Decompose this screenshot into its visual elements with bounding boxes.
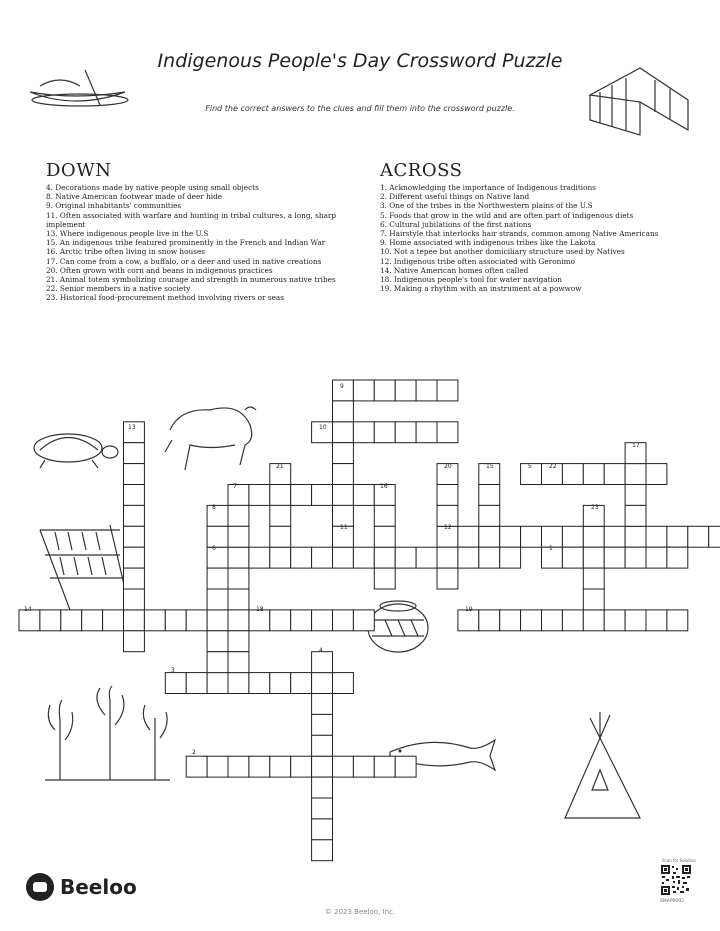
grid-cell[interactable] bbox=[207, 610, 228, 631]
grid-cell[interactable] bbox=[207, 547, 228, 568]
grid-cell[interactable] bbox=[249, 547, 270, 568]
grid-cell[interactable] bbox=[291, 485, 312, 506]
grid-cell[interactable] bbox=[228, 610, 249, 631]
grid-cell[interactable] bbox=[667, 610, 688, 631]
grid-cell[interactable] bbox=[437, 568, 458, 589]
grid-cell[interactable] bbox=[562, 464, 583, 485]
grid-cell[interactable] bbox=[625, 526, 646, 547]
grid-number-14: 14 bbox=[24, 606, 32, 613]
grid-number-10: 10 bbox=[319, 424, 327, 431]
grid-cell[interactable] bbox=[312, 819, 333, 840]
grid-number-11: 11 bbox=[340, 524, 348, 531]
grid-cell[interactable] bbox=[333, 422, 354, 443]
grid-cell[interactable] bbox=[353, 485, 374, 506]
grid-cell[interactable] bbox=[333, 673, 354, 694]
copyright: © 2023 Beeloo, Inc. bbox=[324, 908, 396, 916]
grid-cell[interactable] bbox=[291, 673, 312, 694]
corn-icon bbox=[45, 686, 170, 780]
drying-rack-icon bbox=[40, 525, 130, 610]
grid-cell[interactable] bbox=[333, 443, 354, 464]
grid-cell[interactable] bbox=[312, 547, 333, 568]
grid-cell[interactable] bbox=[583, 547, 604, 568]
across-heading: ACROSS bbox=[380, 160, 463, 181]
grid-cell[interactable] bbox=[228, 505, 249, 526]
grid-cell[interactable] bbox=[270, 485, 291, 506]
grid-number-7: 7 bbox=[233, 483, 237, 490]
grid-cell[interactable] bbox=[333, 485, 354, 506]
grid-cell[interactable] bbox=[479, 485, 500, 506]
grid-cell[interactable] bbox=[479, 547, 500, 568]
grid-cell[interactable] bbox=[165, 610, 186, 631]
grid-number-23: 23 bbox=[591, 504, 599, 511]
down-clue: 23. Historical food-procurement method involving rivers or seas bbox=[46, 293, 285, 303]
grid-cell[interactable] bbox=[395, 547, 416, 568]
buffalo-icon bbox=[165, 407, 256, 470]
grid-cell[interactable] bbox=[562, 547, 583, 568]
grid-cell[interactable] bbox=[207, 631, 228, 652]
across-clue: 9. Home associated with indigenous tribes like the Lakota bbox=[380, 238, 596, 248]
grid-cell[interactable] bbox=[333, 610, 354, 631]
grid-number-5: 5 bbox=[528, 463, 532, 470]
instructions: Find the correct answers to the clues and fill them into the crossword puzzle. bbox=[205, 104, 515, 113]
grid-cell[interactable] bbox=[500, 610, 521, 631]
grid-cell[interactable] bbox=[562, 526, 583, 547]
grid-cell[interactable] bbox=[521, 610, 542, 631]
across-clue: 19. Making a rhythm with an instrument at a powwow bbox=[380, 284, 582, 294]
grid-cell[interactable] bbox=[646, 610, 667, 631]
grid-cell[interactable] bbox=[479, 526, 500, 547]
grid-cell[interactable] bbox=[270, 610, 291, 631]
grid-number-21: 21 bbox=[276, 463, 284, 470]
grid-cell[interactable] bbox=[437, 485, 458, 506]
grid-cell[interactable] bbox=[312, 610, 333, 631]
grid-cell[interactable] bbox=[312, 840, 333, 861]
grid-cell[interactable] bbox=[291, 610, 312, 631]
grid-cell[interactable] bbox=[646, 547, 667, 568]
grid-cell[interactable] bbox=[249, 673, 270, 694]
across-clue: 10. Not a tepee but another domiciliary structure used by Natives bbox=[380, 247, 625, 257]
brand-name: Beeloo bbox=[60, 875, 137, 899]
grid-number-22: 22 bbox=[549, 463, 557, 470]
grid-cell[interactable] bbox=[124, 547, 145, 568]
grid-cell[interactable] bbox=[333, 401, 354, 422]
grid-cell[interactable] bbox=[416, 380, 437, 401]
grid-cell[interactable] bbox=[604, 526, 625, 547]
grid-cell[interactable] bbox=[395, 380, 416, 401]
grid-cell[interactable] bbox=[228, 673, 249, 694]
down-clue: 8. Native American footwear made of deer hide bbox=[46, 192, 223, 202]
down-clue: 13. Where indigenous people live in the U.S bbox=[46, 229, 209, 239]
grid-number-16: 16 bbox=[380, 483, 388, 490]
grid-cell[interactable] bbox=[249, 610, 270, 631]
grid-cells bbox=[19, 380, 720, 861]
across-clue: 14. Native American homes often called bbox=[380, 265, 529, 275]
grid-cell[interactable] bbox=[333, 464, 354, 485]
grid-cell[interactable] bbox=[458, 526, 479, 547]
grid-cell[interactable] bbox=[500, 526, 521, 547]
grid-cell[interactable] bbox=[228, 547, 249, 568]
grid-cell[interactable] bbox=[374, 568, 395, 589]
across-clue: 5. Foods that grow in the wild and are often part of indigenous diets bbox=[380, 210, 634, 220]
grid-cell[interactable] bbox=[688, 526, 709, 547]
canoe-icon bbox=[30, 70, 128, 106]
grid-cell[interactable] bbox=[333, 756, 354, 777]
grid-cell[interactable] bbox=[270, 756, 291, 777]
across-clue: 12. Indigenous tribe often associated with Geronimo bbox=[380, 256, 575, 266]
grid-number-8: 8 bbox=[212, 504, 216, 511]
grid-cell[interactable] bbox=[124, 526, 145, 547]
grid-cell[interactable] bbox=[395, 756, 416, 777]
grid-cell[interactable] bbox=[312, 756, 333, 777]
across-clue: 6. Cultural jubilations of the first nations bbox=[380, 219, 532, 229]
grid-cell[interactable] bbox=[249, 485, 270, 506]
worksheet-code: SMAP0092 bbox=[660, 899, 684, 904]
across-clue: 2. Different useful things on Native land bbox=[380, 192, 530, 202]
grid-number-18: 18 bbox=[256, 606, 264, 613]
grid-cell[interactable] bbox=[625, 547, 646, 568]
grid-cell[interactable] bbox=[207, 568, 228, 589]
grid-cell[interactable] bbox=[604, 547, 625, 568]
grid-cell[interactable] bbox=[646, 526, 667, 547]
grid-cell[interactable] bbox=[144, 610, 165, 631]
grid-cell[interactable] bbox=[583, 464, 604, 485]
grid-cell[interactable] bbox=[479, 610, 500, 631]
down-clue: 21. Animal totem symbolizing courage and strength in numerous native tribes bbox=[46, 275, 336, 285]
grid-cell[interactable] bbox=[312, 694, 333, 715]
grid-cell[interactable] bbox=[416, 422, 437, 443]
grid-cell[interactable] bbox=[374, 380, 395, 401]
grid-cell[interactable] bbox=[124, 610, 145, 631]
grid-cell[interactable] bbox=[228, 756, 249, 777]
grid-cell[interactable] bbox=[625, 464, 646, 485]
grid-cell[interactable] bbox=[249, 756, 270, 777]
grid-cell[interactable] bbox=[521, 526, 542, 547]
grid-number-12: 12 bbox=[444, 524, 452, 531]
grid-cell[interactable] bbox=[374, 422, 395, 443]
grid-cell[interactable] bbox=[228, 652, 249, 673]
grid-cell[interactable] bbox=[124, 443, 145, 464]
grid-cell[interactable] bbox=[353, 756, 374, 777]
grid-number-15: 15 bbox=[486, 463, 494, 470]
grid-cell[interactable] bbox=[270, 505, 291, 526]
turtle-icon bbox=[34, 434, 118, 468]
down-clue: 11. Often associated with warfare and hunting in tribal cultures, a long, sharp implement bbox=[46, 210, 337, 229]
grid-number-3: 3 bbox=[171, 667, 175, 674]
grid-cell[interactable] bbox=[207, 652, 228, 673]
grid-number-4: 4 bbox=[319, 647, 323, 654]
grid-cell[interactable] bbox=[207, 756, 228, 777]
down-clue: 9. Original inhabitants' communities bbox=[46, 201, 182, 211]
grid-cell[interactable] bbox=[583, 526, 604, 547]
grid-cell[interactable] bbox=[374, 547, 395, 568]
grid-cell[interactable] bbox=[312, 777, 333, 798]
grid-cell[interactable] bbox=[82, 610, 103, 631]
grid-number-9: 9 bbox=[340, 383, 344, 390]
grid-cell[interactable] bbox=[312, 673, 333, 694]
grid-cell[interactable] bbox=[270, 526, 291, 547]
tepee-icon bbox=[565, 712, 640, 818]
down-clue: 16. Arctic tribe often living in snow houses bbox=[46, 247, 206, 257]
pottery-icon bbox=[368, 601, 428, 652]
grid-cell[interactable] bbox=[228, 631, 249, 652]
grid-cell[interactable] bbox=[604, 610, 625, 631]
grid-number-17: 17 bbox=[632, 442, 640, 449]
grid-cell[interactable] bbox=[437, 547, 458, 568]
across-clue: 3. One of the tribes in the Northwestern plains of the U.S bbox=[380, 201, 593, 211]
grid-cell[interactable] bbox=[19, 610, 40, 631]
grid-cell[interactable] bbox=[625, 505, 646, 526]
grid-cell[interactable] bbox=[709, 526, 720, 547]
grid-cell[interactable] bbox=[312, 714, 333, 735]
across-clue: 18. Indigenous people's tool for water navigation bbox=[380, 275, 562, 285]
grid-cell[interactable] bbox=[312, 798, 333, 819]
down-clue: 4. Decorations made by native people using small objects bbox=[46, 183, 259, 192]
grid-cell[interactable] bbox=[312, 652, 333, 673]
grid-cell[interactable] bbox=[270, 673, 291, 694]
grid-cell[interactable] bbox=[291, 547, 312, 568]
grid-cell[interactable] bbox=[416, 547, 437, 568]
grid-cell[interactable] bbox=[500, 547, 521, 568]
grid-cell[interactable] bbox=[124, 589, 145, 610]
grid-cell[interactable] bbox=[124, 505, 145, 526]
grid-number-13: 13 bbox=[128, 424, 136, 431]
bee-icon bbox=[26, 873, 54, 901]
grid-cell[interactable] bbox=[207, 589, 228, 610]
grid-cell[interactable] bbox=[103, 610, 124, 631]
grid-cell[interactable] bbox=[625, 610, 646, 631]
down-clue: 22. Senior members in a native society bbox=[46, 284, 191, 294]
down-clue: 20. Often grown with corn and beans in indigenous practices bbox=[46, 265, 273, 275]
grid-cell[interactable] bbox=[625, 485, 646, 506]
grid-cell[interactable] bbox=[228, 526, 249, 547]
grid-cell[interactable] bbox=[291, 756, 312, 777]
grid-cell[interactable] bbox=[353, 380, 374, 401]
grid-cell[interactable] bbox=[228, 589, 249, 610]
grid-cell[interactable] bbox=[186, 610, 207, 631]
grid-cell[interactable] bbox=[207, 505, 228, 526]
across-clue: 7. Hairstyle that interlocks hair strands, common among Native Americans bbox=[380, 229, 659, 239]
grid-cell[interactable] bbox=[312, 485, 333, 506]
grid-cell[interactable] bbox=[353, 610, 374, 631]
grid-number-1: 1 bbox=[549, 545, 553, 552]
grid-cell[interactable] bbox=[583, 610, 604, 631]
grid-cell[interactable] bbox=[667, 547, 688, 568]
grid-cell[interactable] bbox=[479, 505, 500, 526]
grid-cell[interactable] bbox=[228, 485, 249, 506]
grid-number-20: 20 bbox=[444, 463, 452, 470]
grid-number-19: 19 bbox=[465, 606, 473, 613]
grid-cell[interactable] bbox=[646, 464, 667, 485]
grid-cell[interactable] bbox=[562, 610, 583, 631]
grid-cell[interactable] bbox=[228, 568, 249, 589]
grid-cell[interactable] bbox=[667, 526, 688, 547]
grid-cell[interactable] bbox=[207, 673, 228, 694]
grid-number-2: 2 bbox=[192, 749, 196, 756]
grid-cell[interactable] bbox=[437, 422, 458, 443]
grid-cell[interactable] bbox=[124, 568, 145, 589]
down-clue: 17. Can come from a cow, a buffalo, or a deer and used in native creations bbox=[46, 256, 322, 266]
grid-cell[interactable] bbox=[186, 673, 207, 694]
grid-cell[interactable] bbox=[353, 422, 374, 443]
grid-cell[interactable] bbox=[124, 464, 145, 485]
grid-cell[interactable] bbox=[61, 610, 82, 631]
beeloo-logo bbox=[26, 873, 137, 901]
grid-cell[interactable] bbox=[270, 547, 291, 568]
down-clue: 15. An indigenous tribe featured prominently in the French and Indian War bbox=[46, 238, 326, 248]
grid-cell[interactable] bbox=[458, 547, 479, 568]
down-heading: DOWN bbox=[46, 160, 112, 181]
qr-label: Scan for Solution bbox=[662, 858, 697, 863]
grid-cell[interactable] bbox=[207, 526, 228, 547]
qr-code-icon[interactable] bbox=[660, 864, 692, 896]
grid-cell[interactable] bbox=[333, 547, 354, 568]
grid-cell[interactable] bbox=[542, 610, 563, 631]
grid-cell[interactable] bbox=[374, 505, 395, 526]
grid-cell[interactable] bbox=[437, 380, 458, 401]
grid-cell[interactable] bbox=[312, 735, 333, 756]
grid-cell[interactable] bbox=[374, 526, 395, 547]
grid-cell[interactable] bbox=[124, 485, 145, 506]
grid-cell[interactable] bbox=[374, 756, 395, 777]
grid-cell[interactable] bbox=[40, 610, 61, 631]
grid-cell[interactable] bbox=[353, 547, 374, 568]
across-clue: 1. Acknowledging the importance of Indigenous traditions bbox=[380, 183, 596, 192]
grid-cell[interactable] bbox=[458, 610, 479, 631]
grid-cell[interactable] bbox=[395, 422, 416, 443]
grid-cell[interactable] bbox=[604, 464, 625, 485]
grid-cell[interactable] bbox=[124, 631, 145, 652]
grid-number-6: 6 bbox=[212, 545, 216, 552]
longhouse-icon bbox=[590, 68, 688, 135]
page-title: Indigenous People's Day Crossword Puzzle bbox=[157, 50, 563, 72]
grid-cell[interactable] bbox=[186, 756, 207, 777]
grid-cell[interactable] bbox=[583, 589, 604, 610]
grid-cell[interactable] bbox=[583, 568, 604, 589]
grid-cell[interactable] bbox=[165, 673, 186, 694]
